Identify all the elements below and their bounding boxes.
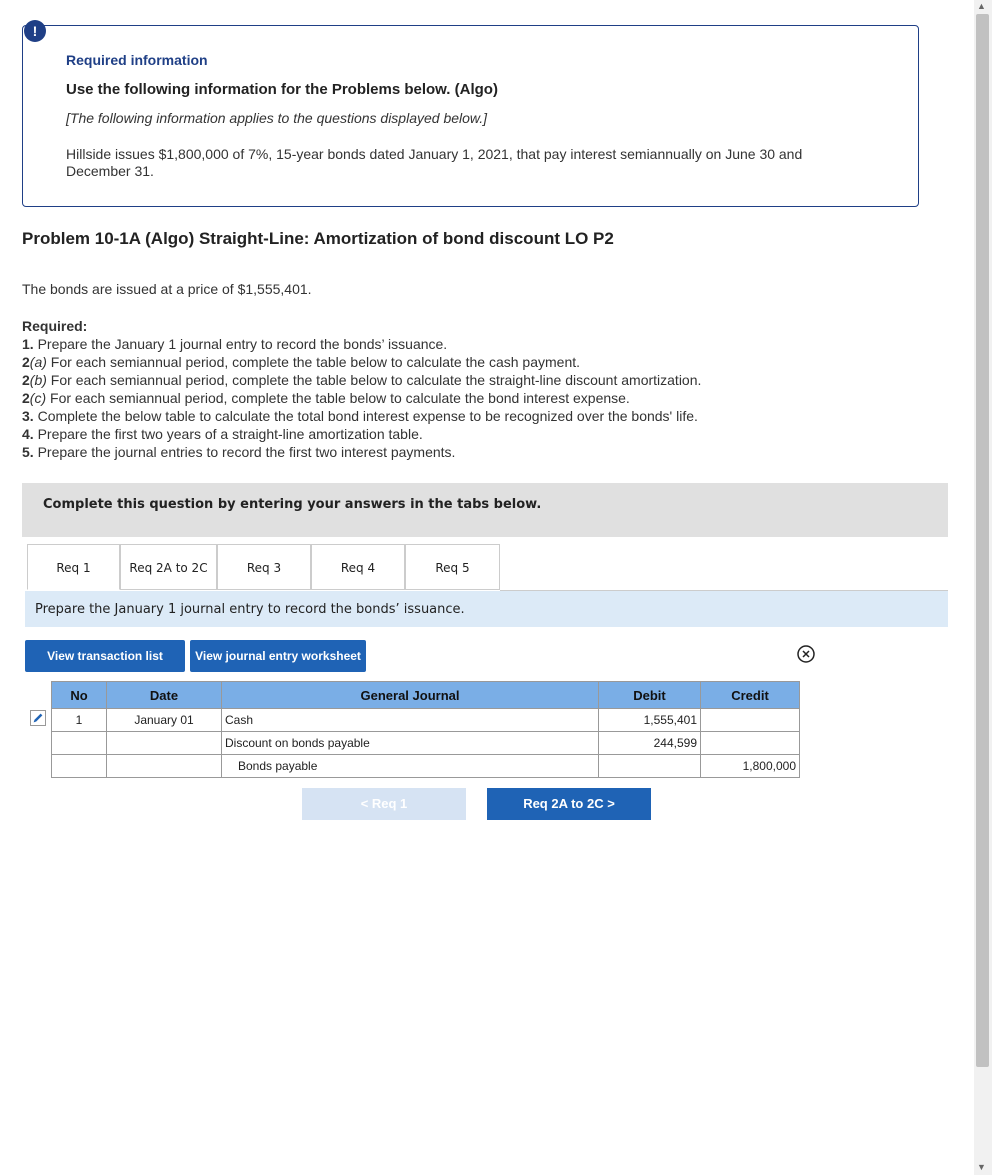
col-date: Date (107, 682, 222, 709)
requirements-list (22, 317, 701, 461)
row-account[interactable]: Discount on bonds payable (222, 732, 599, 755)
issue-price-text: The bonds are issued at a price of $1,555,401. (22, 281, 312, 297)
row-no (52, 755, 107, 778)
row-credit[interactable]: 1,800,000 (701, 755, 800, 778)
row-no: 1 (52, 709, 107, 732)
table-row (52, 755, 800, 778)
tab-req-5[interactable]: Req 5 (405, 544, 500, 590)
row-debit[interactable]: 1,555,401 (599, 709, 701, 732)
info-note: [The following information applies to the questions displayed below.] (66, 110, 488, 126)
view-journal-worksheet-button[interactable]: View journal entry worksheet (190, 640, 366, 672)
requirement-item: 5. Prepare the journal entries to record the first two interest payments. (22, 444, 456, 460)
alert-icon: ! (24, 20, 46, 42)
table-row (52, 732, 800, 755)
required-info-label: Required information (66, 52, 208, 68)
row-credit[interactable] (701, 732, 800, 755)
row-date[interactable] (107, 732, 222, 755)
problem-title: Problem 10-1A (Algo) Straight-Line: Amortization of bond discount LO P2 (22, 229, 614, 248)
row-account[interactable]: Cash (222, 709, 599, 732)
col-credit: Credit (701, 682, 800, 709)
scroll-down-icon[interactable]: ▼ (977, 1162, 986, 1172)
requirement-item: 4. Prepare the first two years of a straight-line amortization table. (22, 426, 423, 442)
col-general-journal: General Journal (222, 682, 599, 709)
next-req-button[interactable]: Req 2A to 2C > (487, 788, 651, 820)
col-debit: Debit (599, 682, 701, 709)
scrollbar-thumb[interactable] (976, 14, 989, 1067)
view-transaction-list-button[interactable]: View transaction list (25, 640, 185, 672)
prev-req-button[interactable]: < Req 1 (302, 788, 466, 820)
row-no (52, 732, 107, 755)
journal-header-row (52, 682, 800, 709)
row-date[interactable] (107, 755, 222, 778)
question-prompt: Prepare the January 1 journal entry to record the bonds’ issuance. (25, 591, 948, 627)
col-no: No (52, 682, 107, 709)
edit-pencil-icon[interactable] (30, 710, 46, 726)
info-heading: Use the following information for the Problems below. (Algo) (66, 81, 498, 98)
tabs-instructions: Complete this question by entering your answers in the tabs below. (22, 483, 948, 537)
journal-table (51, 681, 800, 778)
requirement-item: 1. Prepare the January 1 journal entry to record the bonds’ issuance. (22, 336, 448, 352)
required-heading: Required: (22, 318, 88, 334)
requirement-item: 2(a) For each semiannual period, complete the table below to calculate the cash payment. (22, 354, 581, 370)
tab-req-3[interactable]: Req 3 (217, 544, 311, 590)
tab-req-1[interactable]: Req 1 (27, 544, 120, 590)
tab-req-2a-2c[interactable]: Req 2A to 2C (120, 544, 217, 590)
required-info-box (22, 25, 919, 207)
requirement-item: 2(b) For each semiannual period, complete the table below to calculate the straight-line discount amortization. (22, 372, 702, 388)
row-credit[interactable] (701, 709, 800, 732)
requirement-item: 3. Complete the below table to calculate the total bond interest expense to be recognized over the bonds' life. (22, 408, 698, 424)
row-debit[interactable] (599, 755, 701, 778)
close-circle-icon[interactable] (797, 645, 815, 663)
requirement-item: 2(c) For each semiannual period, complete the table below to calculate the bond interest expense. (22, 390, 630, 406)
row-date[interactable]: January 01 (107, 709, 222, 732)
info-body: Hillside issues $1,800,000 of 7%, 15-year bonds dated January 1, 2021, that pay interest semiannually on June 30 and December 31. (66, 146, 803, 179)
row-debit[interactable]: 244,599 (599, 732, 701, 755)
table-row (52, 709, 800, 732)
tab-req-4[interactable]: Req 4 (311, 544, 405, 590)
row-account[interactable]: Bonds payable (222, 755, 599, 778)
scroll-up-icon[interactable]: ▲ (977, 1, 986, 11)
